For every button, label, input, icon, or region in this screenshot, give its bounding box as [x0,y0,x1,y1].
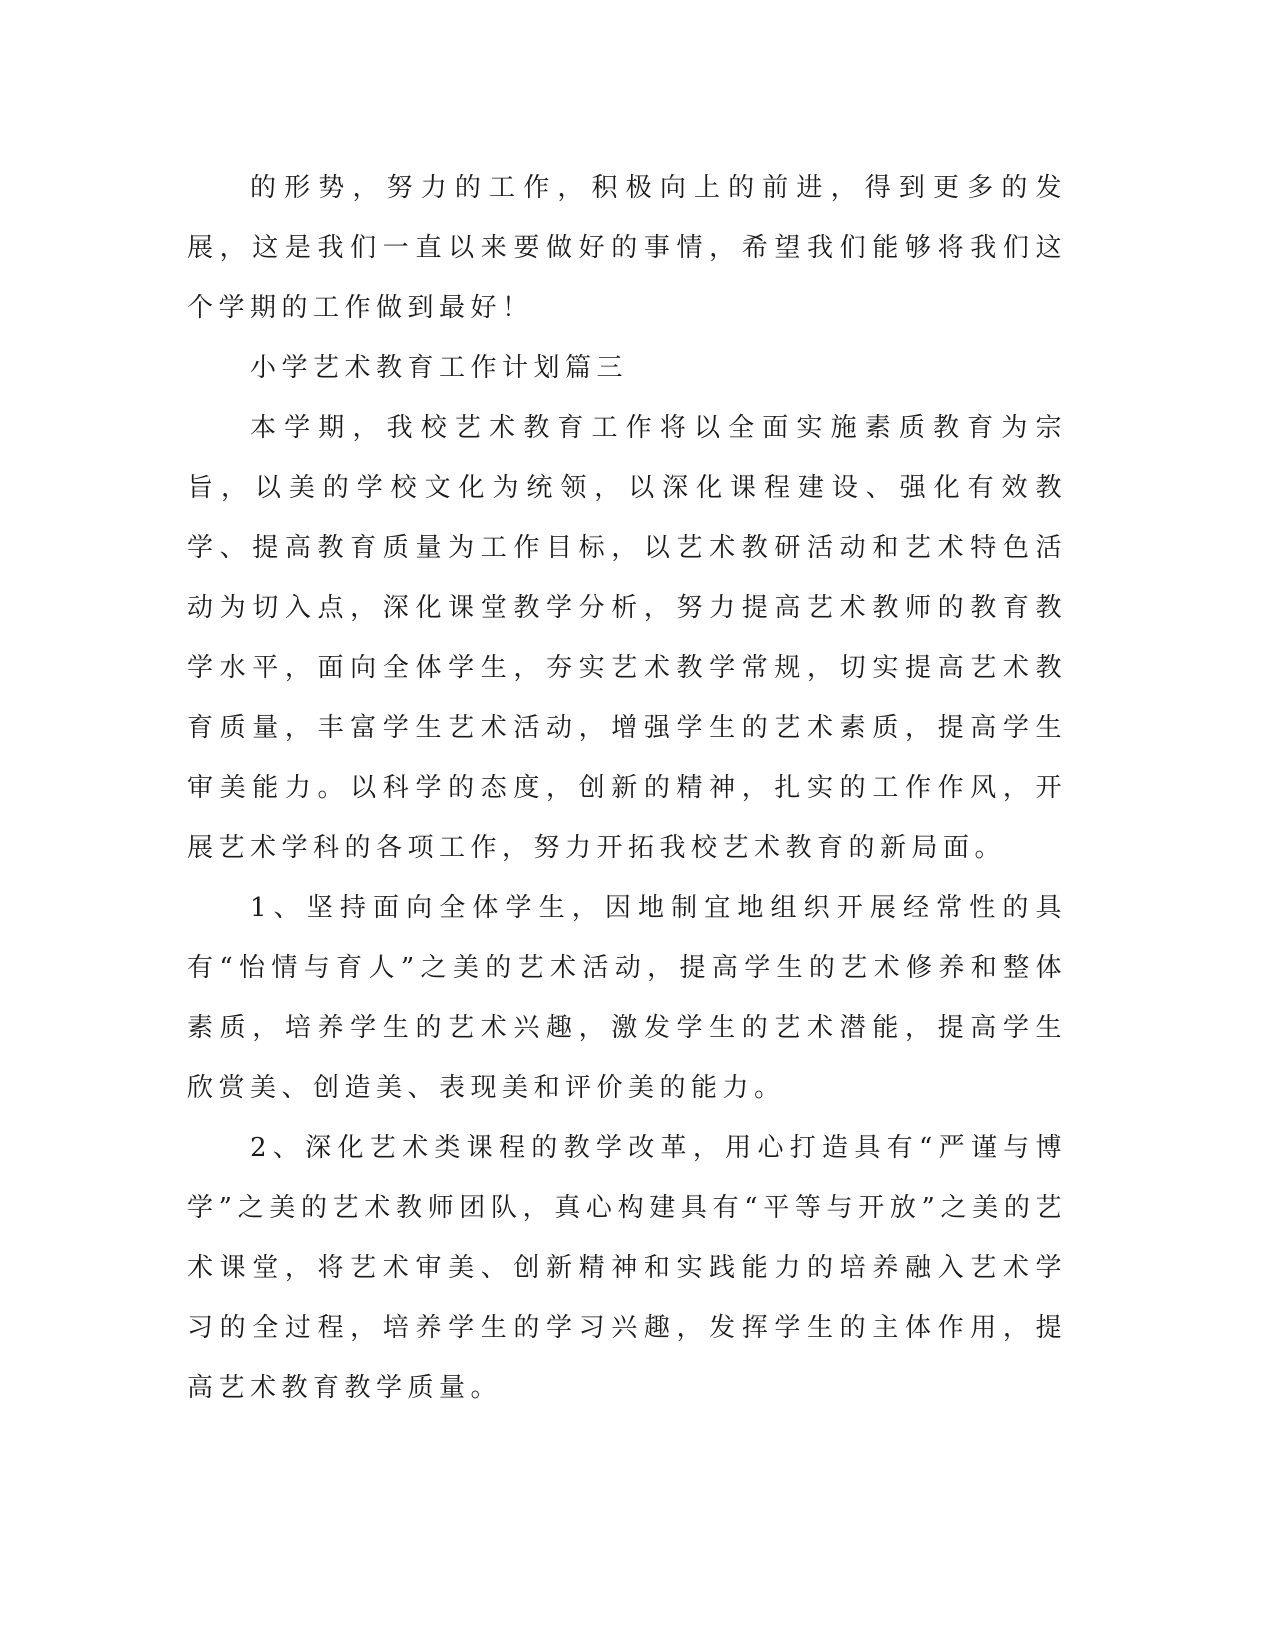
paragraph-item-1: 1、坚持面向全体学生，因地制宜地组织开展经常性的具有“怡情与育人”之美的艺术活动，提高学生的艺术修养和整体素质，培养学生的艺术兴趣，激发学生的艺术潜能，提高学生欣赏美、创造美、表现美和评价美的能力。 [187,893,1067,1103]
paragraph-item-2: 2、深化艺术类课程的教学改革，用心打造具有“严谨与博学”之美的艺术教师团队，真心构建具有“平等与开放”之美的艺术课堂，将艺术审美、创新精神和实践能力的培养融入艺术学习的全过程，培养学生的学习兴趣，发挥学生的主体作用，提高艺术教育教学质量。 [187,1133,1067,1403]
section-heading: 小学艺术教育工作计划篇三 [250,353,629,383]
paragraph-intro: 本学期，我校艺术教育工作将以全面实施素质教育为宗旨，以美的学校文化为统领，以深化课程建设、强化有效教学、提高教育质量为工作目标，以艺术教研活动和艺术特色活动为切入点，深化课堂教学分析，努力提高艺术教师的教育教学水平，面向全体学生，夯实艺术教学常规，切实提高艺术教育质量，丰富学生艺术活动，增强学生的艺术素质，提高学生审美能力。以科学的态度，创新的精神，扎实的工作作风，开展艺术学科的各项工作，努力开拓我校艺术教育的新局面。 [187,413,1067,863]
paragraph-continuation: 的形势，努力的工作，积极向上的前进，得到更多的发展，这是我们一直以来要做好的事情，希望我们能够将我们这个学期的工作做到最好！ [187,173,1067,323]
document-body [187,158,1067,1418]
